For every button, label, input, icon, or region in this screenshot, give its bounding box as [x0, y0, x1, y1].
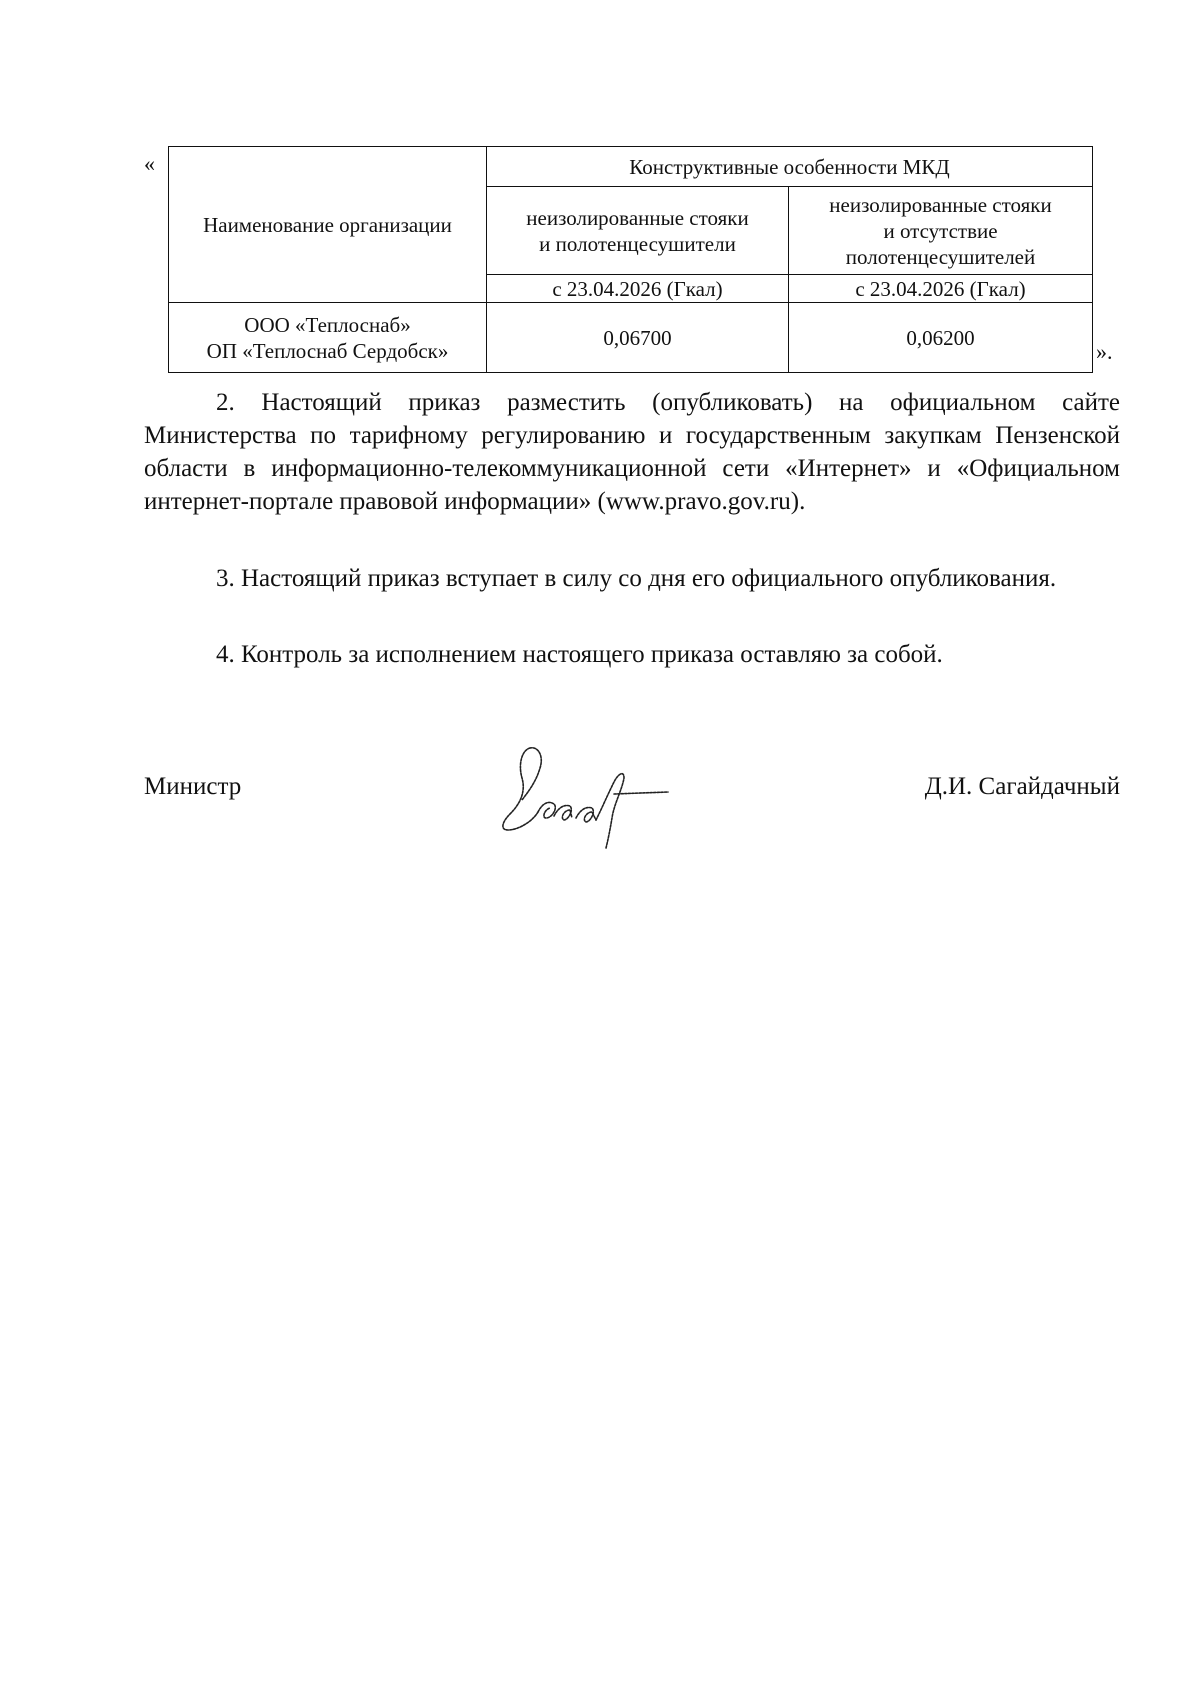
header-group-label: Конструктивные особенности МКД [629, 154, 950, 179]
paragraph-publication: 2. Настоящий приказ разместить (опубликовать) на официальном сайте Министерства по тарифному регулированию и государственным закупкам Пензенской области в информационно-телекоммуникационной сети «Интернет» и «Официальном интернет-портале правовой информации» (www.pravo.gov.ru). [144, 389, 1120, 515]
signatory-title: Министр [144, 773, 242, 800]
paragraph-effective-date: 3. Настоящий приказ вступает в силу со дня его официального опубликования. [216, 565, 1057, 592]
col3-header-line2: и отсутствие [883, 218, 998, 243]
header-organization-name [169, 147, 487, 303]
col3-period: с 23.04.2026 (Гкал) [789, 275, 1093, 303]
header-col-uninsulated-without-dryers [789, 187, 1093, 275]
value-cell-col2: 0,06700 [487, 303, 789, 373]
header-construction-features [487, 147, 1093, 187]
handwritten-signature-icon [492, 738, 722, 850]
organization-name-line1: ООО «Теплоснаб» [244, 312, 411, 337]
table-row [169, 303, 1093, 373]
header-col-uninsulated-with-dryers [487, 187, 789, 275]
value-cell-col3: 0,06200 [789, 303, 1093, 373]
col2-header-line1: неизолированные стояки [526, 205, 749, 230]
organization-name-line2: ОП «Теплоснаб Сердобск» [206, 338, 449, 363]
header-organization-label: Наименование организации [203, 212, 452, 237]
opening-quote-mark: « [144, 151, 155, 176]
tariff-table [168, 146, 1093, 373]
col2-header-line2: и полотенцесушители [539, 231, 736, 256]
closing-quote-mark: ». [1096, 339, 1113, 364]
col3-header-line1: неизолированные стояки [829, 192, 1052, 217]
col2-period: с 23.04.2026 (Гкал) [487, 275, 789, 303]
signatory-name: Д.И. Сагайдачный [924, 773, 1120, 800]
col3-header-line3: полотенцесушителей [845, 244, 1036, 269]
organization-cell [169, 303, 487, 373]
paragraph-control: 4. Контроль за исполнением настоящего приказа оставляю за собой. [216, 641, 943, 668]
